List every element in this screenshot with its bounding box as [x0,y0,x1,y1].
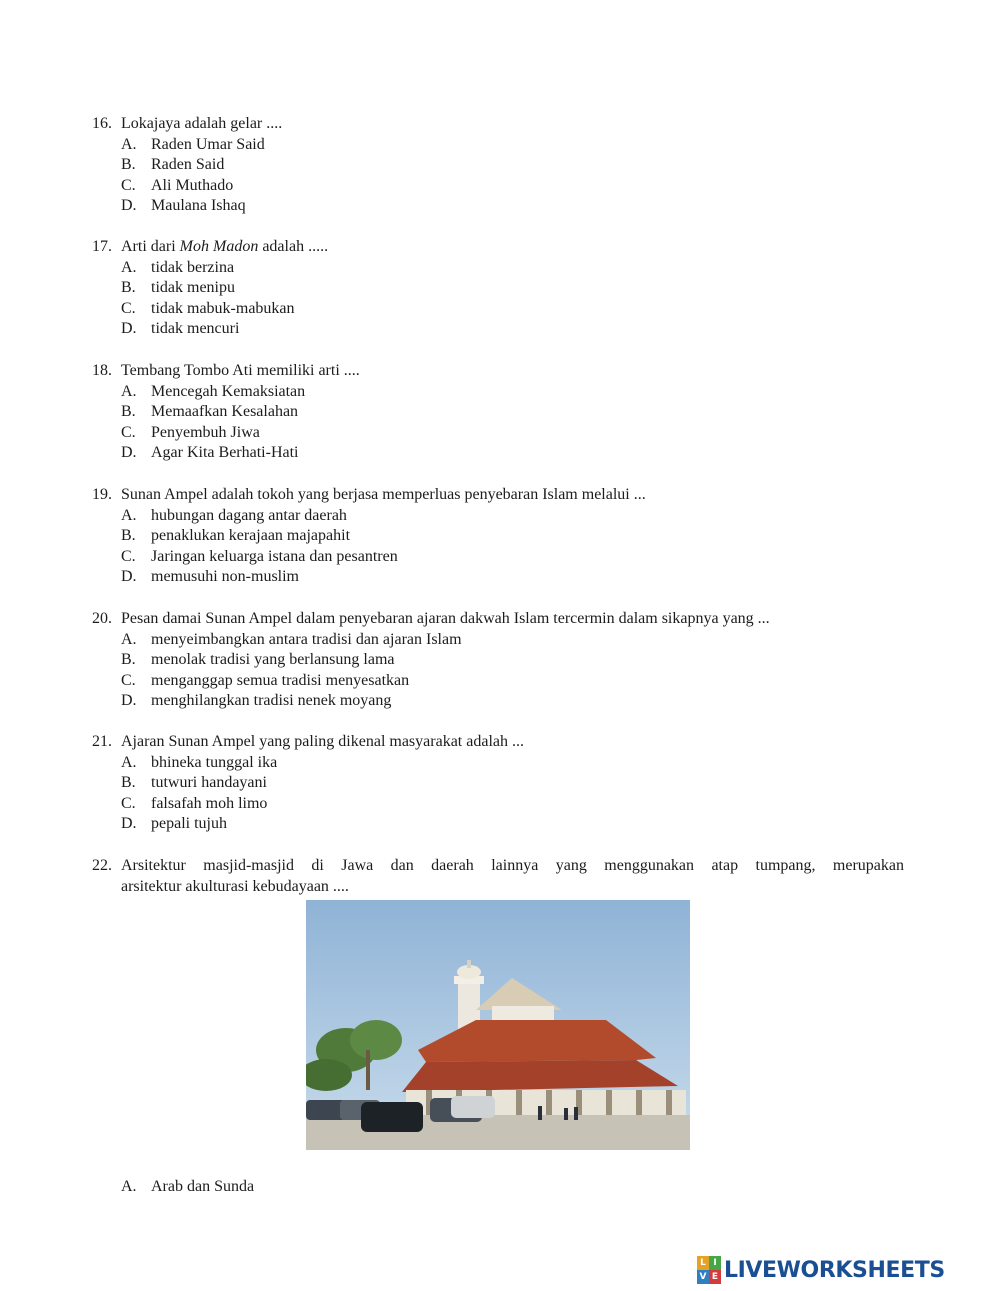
question-18 [92,361,904,464]
option-text: Jaringan keluarga istana dan pesantren [151,547,398,565]
option-letter: C. [121,547,136,565]
option-letter: C. [121,423,136,441]
option-letter: D. [121,320,137,338]
question-number: 22. [92,857,112,874]
option-text: Ali Muthado [151,176,234,194]
question-19 [92,485,904,588]
question-text: Tembang Tombo Ati memiliki arti .... [121,362,360,379]
option-letter: D. [121,815,137,833]
option-c[interactable] [92,671,904,692]
question-stem [92,237,904,258]
liveworksheets-icon [697,1256,721,1284]
option-letter: A. [121,1178,137,1195]
option-text: menganggap semua tradisi menyesatkan [151,671,410,689]
roof-top-wall [492,1006,554,1022]
option-letter: D. [121,568,137,586]
question-text-line-2: arsitektur akulturasi kebudayaan .... [121,877,349,895]
option-letter: D. [121,197,137,215]
minaret [454,960,484,1030]
question-22-options [92,1177,904,1198]
question-number: 17. [92,238,112,255]
brand-name: LIVEWORKSHEETS [724,1257,945,1283]
option-letter: A. [121,630,137,648]
option-d[interactable] [92,443,904,464]
option-a[interactable] [92,506,904,527]
option-text: menghilangkan tradisi nenek moyang [151,692,392,710]
option-letter: D. [121,444,137,462]
option-letter: B. [121,156,136,174]
option-d[interactable] [92,319,904,340]
mosque-image [306,900,690,1150]
question-number: 21. [92,733,112,750]
option-letter: A. [121,135,137,153]
question-number: 20. [92,610,112,627]
option-d[interactable] [92,814,904,835]
option-d[interactable] [92,567,904,588]
question-stem [92,609,904,630]
question-text-after: adalah ..... [262,238,329,255]
option-a[interactable] [92,258,904,279]
icon-letter-e: E [709,1270,721,1284]
option-letter: C. [121,299,136,317]
option-letter: B. [121,527,136,545]
option-letter: A. [121,506,137,524]
option-text: tidak mabuk-mabukan [151,299,295,317]
option-text: falsafah moh limo [151,794,268,812]
question-text: Ajaran Sunan Ampel yang paling dikenal masyarakat adalah ... [121,733,524,750]
option-c[interactable] [92,547,904,568]
question-stem [92,114,904,135]
question-text: Sunan Ampel adalah tokoh yang berjasa memperluas penyebaran Islam melalui ... [121,486,646,503]
option-text: tidak menipu [151,279,235,297]
question-text [121,237,328,258]
question-text-italic: Moh Madon [179,238,259,255]
icon-letter-l: L [697,1256,709,1270]
icon-letter-i: I [709,1256,721,1270]
option-d[interactable] [92,691,904,712]
question-stem [92,361,904,382]
option-a[interactable] [92,135,904,156]
option-letter: C. [121,794,136,812]
option-letter: B. [121,651,136,669]
option-b[interactable] [92,278,904,299]
option-b[interactable] [92,773,904,794]
question-16 [92,114,904,217]
question-21 [92,732,904,835]
option-b[interactable] [92,526,904,547]
option-text: tidak berzina [151,258,235,276]
question-stem [92,732,904,753]
question-number: 16. [92,115,112,132]
option-a[interactable] [92,630,904,651]
option-letter: C. [121,671,136,689]
option-text: penaklukan kerajaan majapahit [151,527,351,545]
option-letter: B. [121,774,136,792]
question-20 [92,609,904,712]
option-text: Memaafkan Kesalahan [151,403,299,421]
question-22 [92,856,904,897]
option-text: memusuhi non-muslim [151,568,299,586]
question-stem-continued [92,877,904,898]
question-text-line-1: Arsitektur masjid-masjid di Jawa dan daerah lainnya yang menggunakan atap tumpang, merupakan [121,857,904,874]
icon-letter-v: V [697,1270,709,1284]
option-letter: B. [121,403,136,421]
question-text-before: Arti dari [121,238,176,255]
question-17 [92,237,904,340]
option-letter: A. [121,258,137,276]
option-text: hubungan dagang antar daerah [151,506,347,524]
question-stem [92,856,904,877]
question-text: Pesan damai Sunan Ampel dalam penyebaran ajaran dakwah Islam tercermin dalam sikapnya yang ... [121,610,770,627]
option-letter: A. [121,753,137,771]
question-stem [92,485,904,506]
option-b[interactable] [92,650,904,671]
option-text: Penyembuh Jiwa [151,423,260,441]
option-a[interactable] [92,1177,904,1198]
option-b[interactable] [92,402,904,423]
option-b[interactable] [92,155,904,176]
question-number: 19. [92,486,112,503]
option-text: Maulana Ishaq [151,197,246,215]
option-d[interactable] [92,196,904,217]
option-text: Arab dan Sunda [151,1178,255,1195]
option-text: Raden Said [151,156,225,174]
option-letter: A. [121,382,137,400]
option-c[interactable] [92,299,904,320]
liveworksheets-logo [697,1254,945,1286]
option-c[interactable] [92,794,904,815]
option-text: tidak mencuri [151,320,240,338]
option-text: pepali tujuh [151,815,227,833]
option-text: menyeimbangkan antara tradisi dan ajaran Islam [151,630,462,648]
option-text: Raden Umar Said [151,135,265,153]
option-text: bhineka tunggal ika [151,753,278,771]
option-letter: C. [121,176,136,194]
option-a[interactable] [92,382,904,403]
mosque-photo [306,900,690,1150]
option-a[interactable] [92,753,904,774]
option-text: menolak tradisi yang berlansung lama [151,651,395,669]
question-number: 18. [92,362,112,379]
option-c[interactable] [92,176,904,197]
question-text: Lokajaya adalah gelar .... [121,115,283,132]
option-letter: B. [121,279,136,297]
option-text: Mencegah Kemaksiatan [151,382,306,400]
option-text: tutwuri handayani [151,774,267,792]
option-c[interactable] [92,423,904,444]
option-text: Agar Kita Berhati-Hati [151,444,299,462]
option-letter: D. [121,692,137,710]
